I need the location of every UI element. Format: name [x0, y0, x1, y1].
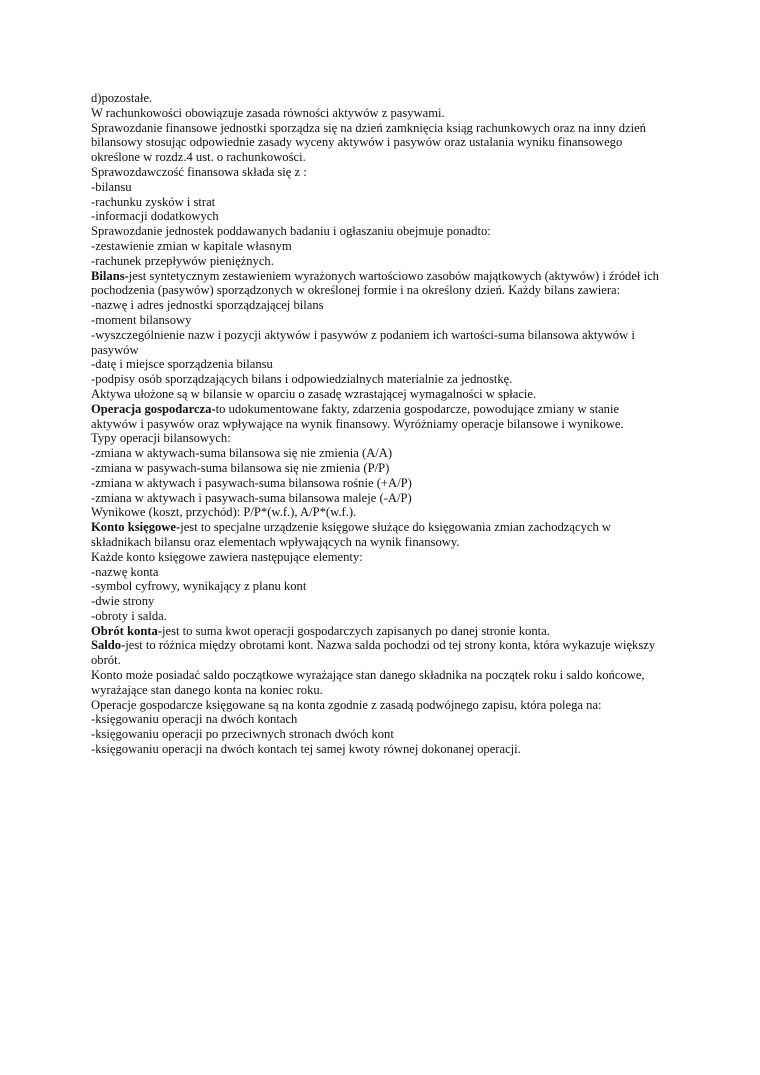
text-line: -rachunek przepływów pieniężnych.: [91, 253, 274, 268]
definition-text: jest to suma kwot operacji gospodarczych zapisanych po danej stronie konta.: [162, 623, 550, 638]
list-item: -zmiana w aktywach i pasywach-suma bilansowa maleje (-A/P): [91, 490, 412, 505]
text-line: Konto może posiadać saldo początkowe wyrażające stan danego składnika na początek roku i saldo końcowe,: [91, 668, 645, 683]
list-item: -dwie strony: [91, 594, 155, 609]
text-line: -zestawienie zmian w kapitale własnym: [91, 238, 292, 253]
text-line: Operacje gospodarcze księgowane są na konta zgodnie z zasadą podwójnego zapisu, która polega na:: [91, 697, 602, 712]
definition-text: to udokumentowane fakty, zdarzenia gospodarcze, powodujące zmiany w stanie: [215, 401, 620, 416]
list-item: -wyszczególnienie nazw i pozycji aktywów i pasywów z podaniem ich wartości-suma bilansowa aktywów i: [91, 327, 635, 342]
list-item: -moment bilansowy: [91, 312, 192, 327]
term-saldo: Saldo-: [91, 638, 126, 653]
document-text: [91, 91, 691, 757]
list-item: -zmiana w aktywach i pasywach-suma bilansowa rośnie (+A/P): [91, 475, 412, 490]
text-line: obrót.: [91, 653, 121, 668]
list-item: -symbol cyfrowy, wynikający z planu kont: [91, 579, 307, 594]
text-line: W rachunkowości obowiązuje zasada równości aktywów z pasywami.: [91, 105, 445, 120]
text-line: -rachunku zysków i strat: [91, 194, 216, 209]
text-line: składnikach bilansu oraz elementach wpływających na wynik finansowy.: [91, 534, 460, 549]
list-item: -nazwę i adres jednostki sporządzającej bilans: [91, 298, 324, 313]
list-item: -datę i miejsce sporządzenia bilansu: [91, 357, 273, 372]
text-line: Wynikowe (koszt, przychód): P/P*(w.f.), A/P*(w.f.).: [91, 505, 357, 520]
list-item: -podpisy osób sporządzających bilans i odpowiedzialnych materialnie za jednostkę.: [91, 372, 513, 387]
text-line: Sprawozdanie jednostek poddawanych badaniu i ogłaszaniu obejmuje ponadto:: [91, 224, 491, 239]
list-item: pasywów: [91, 342, 139, 357]
definition-obrot: [91, 624, 691, 639]
text-line: d)pozostałe.: [91, 91, 153, 105]
term-obrot-konta: Obrót konta-: [91, 623, 163, 638]
list-item: -zmiana w aktywach-suma bilansowa się nie zmienia (A/A): [91, 446, 393, 461]
list-item: -księgowaniu operacji po przeciwnych stronach dwóch kont: [91, 727, 394, 742]
text-line: Sprawozdawczość finansowa składa się z :: [91, 164, 307, 179]
list-item: -zmiana w pasywach-suma bilansowa się nie zmienia (P/P): [91, 460, 390, 475]
definition-saldo: [91, 638, 691, 653]
definition-text: jest to specjalne urządzenie księgowe służące do księgowania zmian zachodzących w: [180, 520, 611, 535]
text-line: -bilansu: [91, 179, 132, 194]
list-item: -księgowaniu operacji na dwóch kontach tej samej kwoty równej dokonanej operacji.: [91, 742, 521, 757]
term-operacja-gospodarcza: Operacja gospodarcza-: [91, 401, 216, 416]
definition-bilans: [91, 269, 691, 284]
definition-text: jest to różnica między obrotami kont. Nazwa salda pochodzi od tej strony konta, która wykazuje większy: [125, 638, 656, 653]
text-line: wyrażające stan danego konta na koniec roku.: [91, 682, 323, 697]
text-line: aktywów i pasywów oraz wpływające na wynik finansowy. Wyróżniamy operacje bilansowe i wynikowe.: [91, 416, 624, 431]
text-line: Aktywa ułożone są w bilansie w oparciu o zasadę wzrastającej wymagalności w spłacie.: [91, 386, 537, 401]
list-item: -księgowaniu operacji na dwóch kontach: [91, 712, 298, 727]
text-line: bilansowy stosując odpowiednie zasady wyceny aktywów i pasywów oraz ustalania wyniku finansowego: [91, 135, 623, 150]
term-konto-ksiegowe: Konto księgowe-: [91, 520, 181, 535]
text-line: określone w rozdz.4 ust. o rachunkowości.: [91, 150, 306, 165]
term-bilans: Bilans-: [91, 268, 129, 283]
text-line: pochodzenia (pasywów) sporządzonych w określonej formie i na określony dzień. Każdy bilans zawiera:: [91, 283, 621, 298]
text-line: Sprawozdanie finansowe jednostki sporządza się na dzień zamknięcia ksiąg rachunkowych oraz na inny dzień: [91, 120, 646, 135]
list-item: -obroty i salda.: [91, 608, 167, 623]
definition-operacja: [91, 402, 691, 417]
text-line: Typy operacji bilansowych:: [91, 431, 231, 446]
text-line: -informacji dodatkowych: [91, 209, 219, 224]
text-line: Każde konto księgowe zawiera następujące elementy:: [91, 549, 363, 564]
definition-konto: [91, 520, 691, 535]
list-item: -nazwę konta: [91, 564, 159, 579]
definition-text: jest syntetycznym zestawieniem wyrażonych wartościowo zasobów majątkowych (aktywów) i źródeł ich: [128, 268, 659, 283]
